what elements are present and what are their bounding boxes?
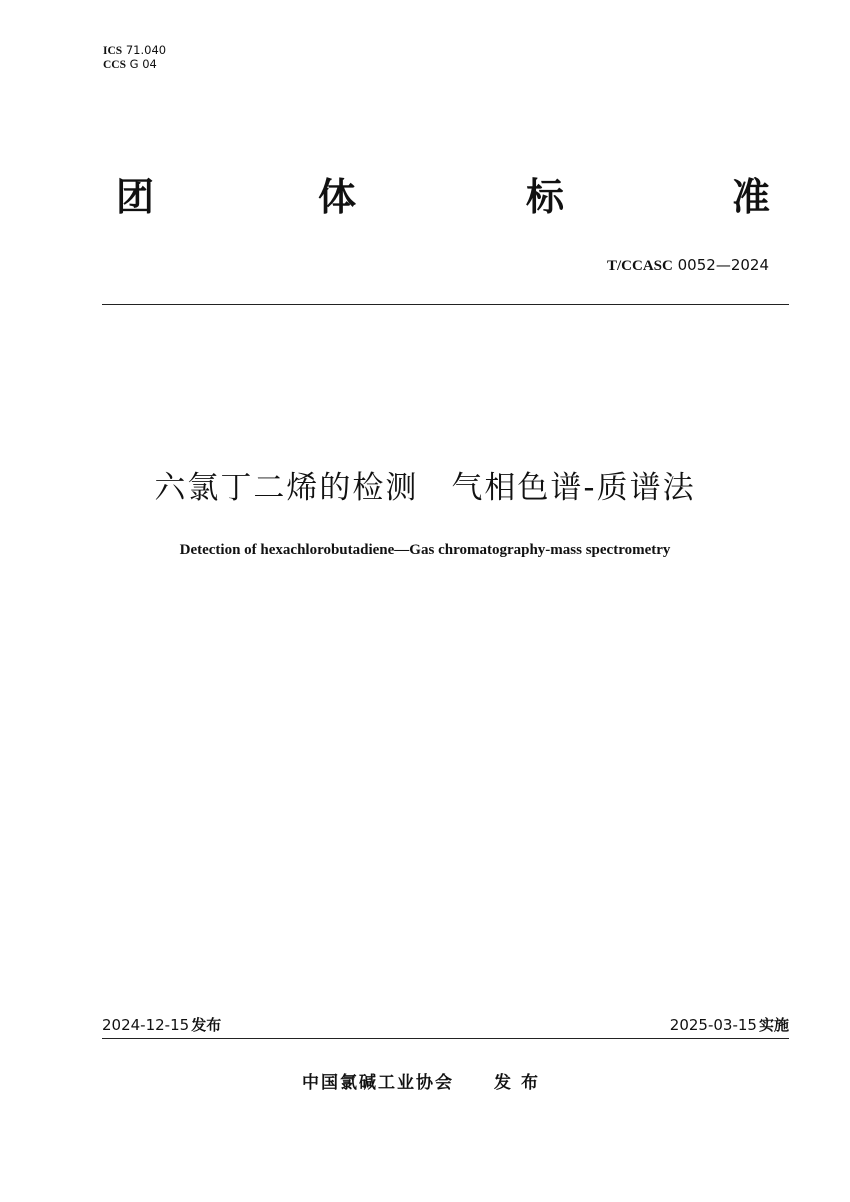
standard-number-prefix: T/CCASC bbox=[607, 258, 673, 274]
publish-date bbox=[102, 1014, 221, 1035]
issuer-action: 发布 bbox=[494, 1073, 548, 1093]
document-type-heading bbox=[0, 172, 850, 222]
standard-number-value: 0052—2024 bbox=[677, 256, 769, 274]
ics-code: ICS 71.040 bbox=[103, 43, 167, 57]
standard-number bbox=[607, 256, 769, 275]
classification-codes bbox=[103, 44, 166, 72]
publish-label: 发布 bbox=[191, 1016, 222, 1034]
implementation-date-value: 2025-03-15 bbox=[669, 1016, 757, 1034]
publish-date-value: 2024-12-15 bbox=[102, 1016, 190, 1034]
issuer-organization: 中国氯碱工业协会 bbox=[302, 1073, 454, 1093]
implementation-label: 实施 bbox=[758, 1016, 789, 1034]
english-title: Detection of hexachlorobutadiene—Gas chromatography-mass spectrometry bbox=[179, 542, 671, 558]
doc-type-char-4: 准 bbox=[732, 175, 771, 219]
chinese-title: 六氯丁二烯的检测 气相色谱-质谱法 bbox=[154, 470, 696, 506]
issuer-line bbox=[0, 1068, 850, 1093]
top-divider bbox=[102, 304, 789, 305]
doc-type-char-1: 团 bbox=[116, 175, 155, 219]
implementation-date bbox=[670, 1014, 789, 1035]
ccs-code: CCS G 04 bbox=[103, 57, 157, 71]
doc-type-char-2: 体 bbox=[318, 175, 357, 219]
doc-type-char-3: 标 bbox=[526, 175, 565, 219]
bottom-divider bbox=[102, 1038, 789, 1039]
